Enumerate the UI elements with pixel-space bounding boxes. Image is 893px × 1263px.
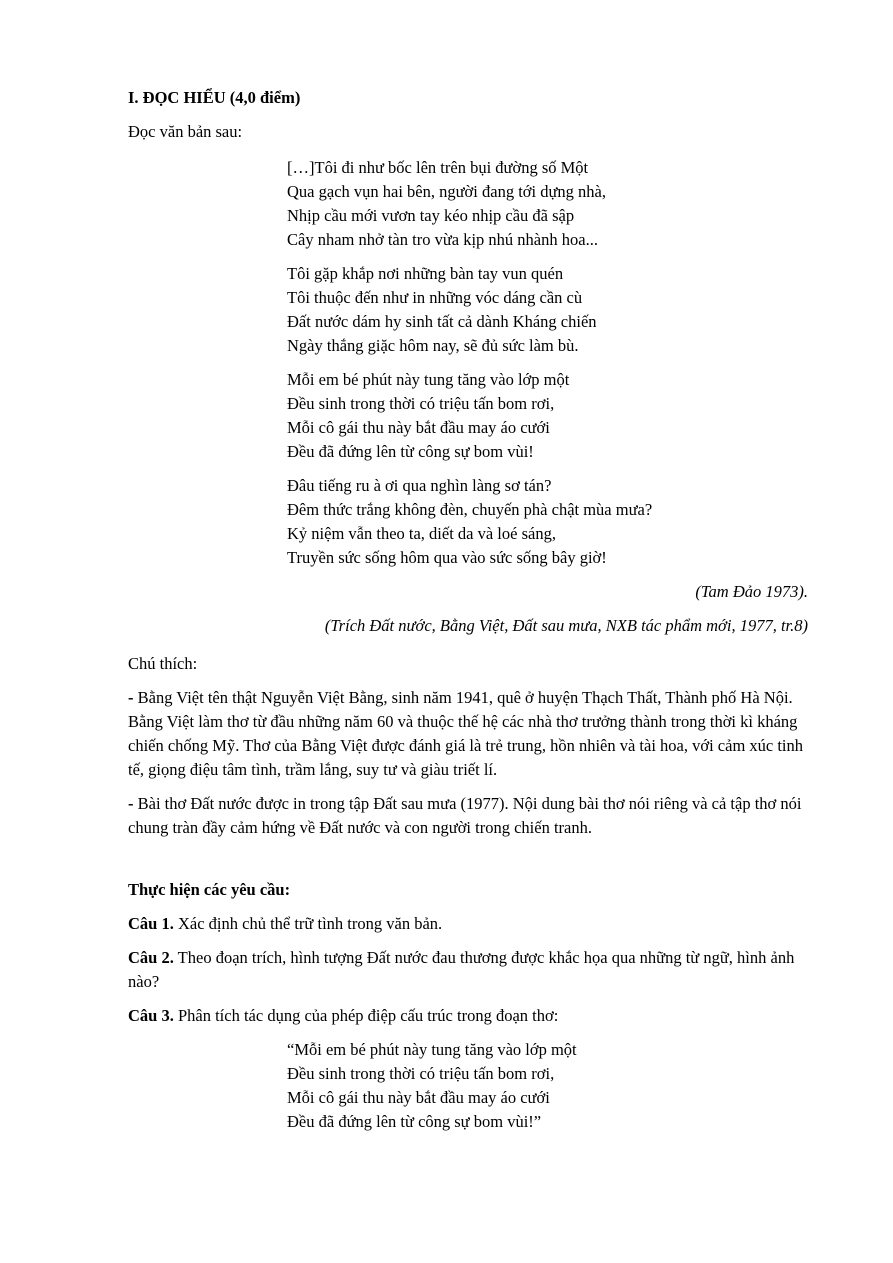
note-dash: - bbox=[128, 688, 134, 707]
poem-line: Tôi gặp khắp nơi những bàn tay vun quén bbox=[287, 264, 564, 283]
question-number: Câu 2. bbox=[128, 948, 174, 967]
poem-line: Qua gạch vụn hai bên, người đang tới dựng nhà, bbox=[287, 182, 606, 201]
note-item-2 bbox=[128, 792, 808, 840]
quote-line: Mỗi cô gái thu này bắt đầu may áo cưới bbox=[287, 1088, 550, 1107]
question-1 bbox=[128, 912, 808, 936]
poem-citation: (Trích Đất nước, Bằng Việt, Đất sau mưa, NXB tác phẩm mới, 1977, tr.8) bbox=[324, 616, 808, 635]
poem-line: Ngày thắng giặc hôm nay, sẽ đủ sức làm bù. bbox=[287, 336, 579, 355]
quote-line: “Mỗi em bé phút này tung tăng vào lớp một bbox=[287, 1040, 577, 1059]
poem-line: Mỗi em bé phút này tung tăng vào lớp một bbox=[287, 370, 570, 389]
question-number: Câu 3. bbox=[128, 1006, 174, 1025]
poem-line: Tôi thuộc đến như in những vóc dáng cần cù bbox=[287, 288, 583, 307]
poem-stanza-2 bbox=[287, 262, 808, 358]
quote-line: Đều đã đứng lên từ công sự bom vùi!” bbox=[287, 1112, 542, 1131]
poem-stanza-3 bbox=[287, 368, 808, 464]
poem-stanza-1 bbox=[287, 156, 808, 252]
quote-line: Đều sinh trong thời có triệu tấn bom rơi, bbox=[287, 1064, 555, 1083]
note-dash: - bbox=[128, 794, 134, 813]
question-number: Câu 1. bbox=[128, 914, 174, 933]
notes-label: Chú thích: bbox=[128, 654, 198, 673]
question-2 bbox=[128, 946, 808, 994]
poem-line: Đêm thức trắng không đèn, chuyến phà chật mùa mưa? bbox=[287, 500, 653, 519]
document-content bbox=[128, 86, 808, 1134]
poem-line: Đều sinh trong thời có triệu tấn bom rơi, bbox=[287, 394, 555, 413]
question-text: Phân tích tác dụng của phép điệp cấu trúc trong đoạn thơ: bbox=[173, 1006, 559, 1025]
poem-stanza-4 bbox=[287, 474, 808, 570]
poem-place-date: (Tam Đảo 1973). bbox=[695, 582, 808, 601]
question-3 bbox=[128, 1004, 808, 1028]
note-item-1 bbox=[128, 686, 808, 782]
quoted-stanza bbox=[287, 1038, 808, 1134]
poem-line: Đâu tiếng ru à ơi qua nghìn làng sơ tán? bbox=[287, 476, 552, 495]
poem-line: Đều đã đứng lên từ công sự bom vùi! bbox=[287, 442, 534, 461]
poem-line: Kỷ niệm vẫn theo ta, diết da và loé sáng, bbox=[287, 524, 556, 543]
section-heading: I. ĐỌC HIỂU (4,0 điểm) bbox=[128, 88, 301, 107]
poem-line: Truyền sức sống hôm qua vào sức sống bây giờ! bbox=[287, 548, 607, 567]
poem-line: Nhịp cầu mới vươn tay kéo nhịp cầu đã sập bbox=[287, 206, 575, 225]
poem-line: Cây nham nhở tàn tro vừa kịp nhú nhành hoa... bbox=[287, 230, 598, 249]
poem-line: […]Tôi đi như bốc lên trên bụi đường số Một bbox=[287, 158, 589, 177]
note-text: Bằng Việt tên thật Nguyễn Việt Bằng, sinh năm 1941, quê ở huyện Thạch Thất, Thành phố Hà Nội. Bằng Việt làm thơ từ đầu những năm 60 và thuộc thế hệ các nhà thơ trưởng thành trong thời kì kháng chiến chống Mỹ. Thơ của Bằng Việt được đánh giá là trẻ trung, hồn nhiên và tài hoa, với cảm xúc tinh tế, giọng điệu tâm tình, trầm lắng, suy tư và giàu triết lí. bbox=[128, 688, 804, 779]
poem bbox=[287, 156, 808, 570]
question-text: Xác định chủ thể trữ tình trong văn bản. bbox=[173, 914, 443, 933]
section-intro: Đọc văn bản sau: bbox=[128, 122, 243, 141]
tasks-heading: Thực hiện các yêu cầu: bbox=[128, 880, 291, 899]
question-text: Theo đoạn trích, hình tượng Đất nước đau thương được khắc họa qua những từ ngữ, hình ảnh nào? bbox=[128, 948, 795, 991]
poem-line: Mỗi cô gái thu này bắt đầu may áo cưới bbox=[287, 418, 550, 437]
poem-line: Đất nước dám hy sinh tất cả dành Kháng chiến bbox=[287, 312, 597, 331]
note-text: Bài thơ Đất nước được in trong tập Đất sau mưa (1977). Nội dung bài thơ nói riêng và cả tập thơ nói chung tràn đầy cảm hứng về Đất nước và con người trong chiến tranh. bbox=[128, 794, 802, 837]
